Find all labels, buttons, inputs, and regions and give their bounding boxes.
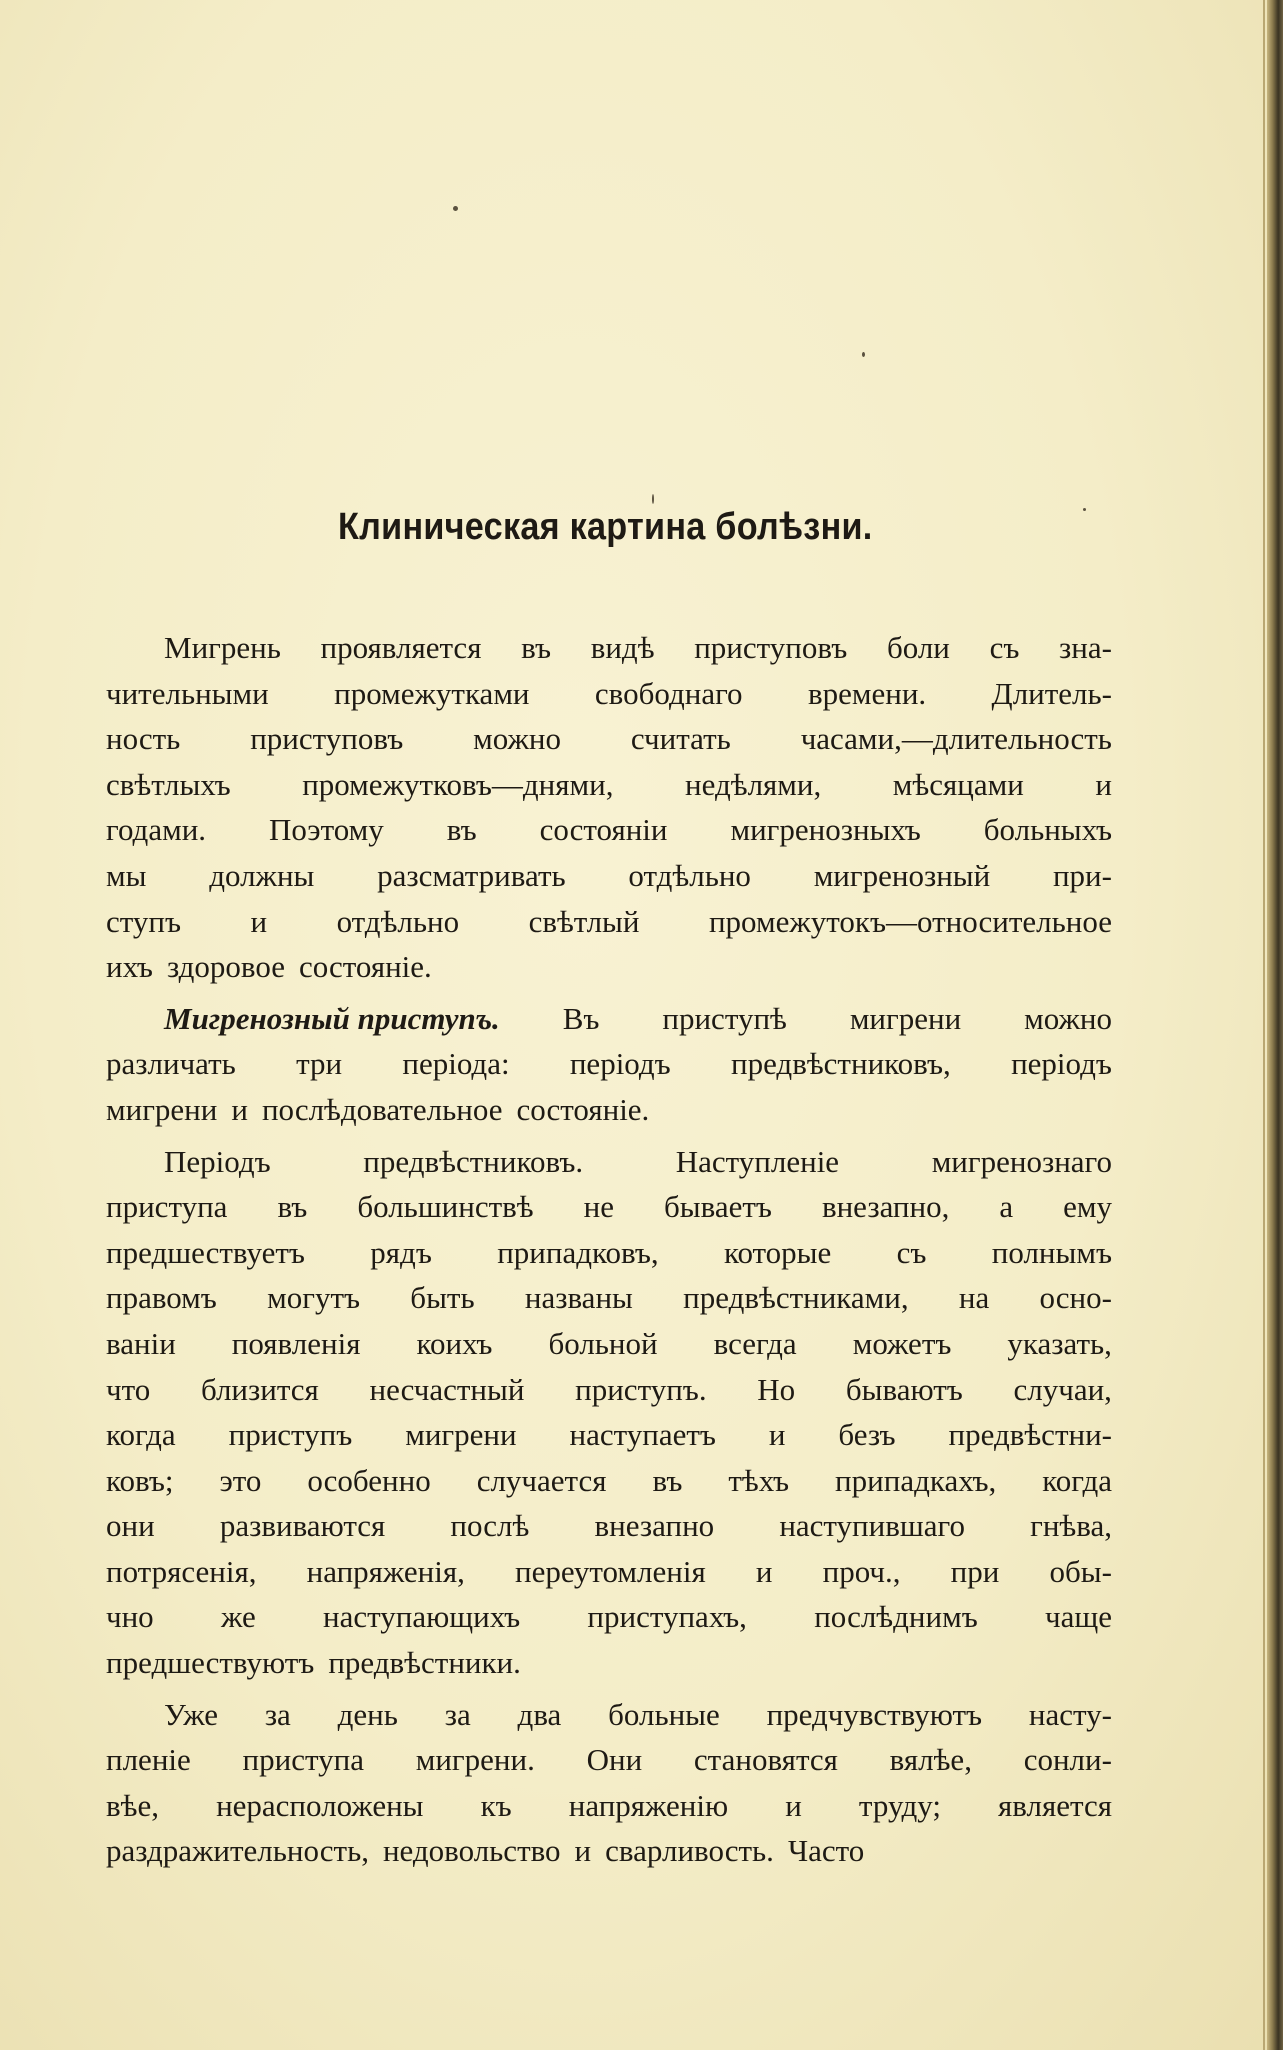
word: при [950,1553,1000,1589]
word: къ [480,1787,512,1823]
word: Въ [562,1000,600,1036]
word: приступовъ [250,721,404,757]
text-line [106,1230,1112,1276]
text-line [106,1087,1112,1133]
paragraph [106,1692,1112,1874]
word: времени. [807,675,927,711]
word: свѣтлыхъ [106,766,231,802]
paragraph [106,1139,1112,1686]
word: и [1095,766,1112,802]
word: Наступленіе [675,1143,840,1179]
paper-speck [453,206,458,211]
word: которые [723,1234,832,1270]
word: приступъ. [575,1371,707,1407]
word: мигренозный [813,857,991,893]
word: ему [1063,1189,1112,1225]
word: должны [209,857,315,893]
word: осно- [1039,1280,1112,1316]
word: въ [446,812,477,848]
word: приступъ [228,1417,353,1453]
word: три [296,1046,343,1082]
text-line [106,1692,1112,1738]
word: здоровое [166,949,285,985]
word: ковъ; [106,1462,174,1498]
text-line [106,899,1112,945]
word: является [998,1787,1112,1823]
text-line [106,1367,1112,1413]
word: различать [106,1046,236,1082]
text-line [106,1458,1112,1504]
word: наступающихъ [323,1599,521,1635]
paragraph [106,625,1112,990]
text-line [106,1594,1112,1640]
word: названы [524,1280,633,1316]
word: правомъ [106,1280,217,1316]
word: же [220,1599,256,1635]
word: два [517,1696,562,1732]
word: мигренозныхъ [730,812,921,848]
word: Часто [787,1833,865,1869]
text-line [106,944,1112,990]
word: труду; [858,1787,941,1823]
word: послѣднимъ [814,1599,978,1635]
binding-edge-line [1263,0,1265,2050]
word: ихъ [106,949,153,985]
word: не [583,1189,615,1225]
word: развиваются [219,1508,386,1544]
word: недѣлями, [685,766,822,802]
word: и [755,1553,773,1589]
word: бываютъ [845,1371,963,1407]
word: видѣ [590,630,655,665]
word: полнымъ [991,1234,1112,1270]
text-line [106,1783,1112,1829]
word: мигрени. [415,1742,535,1778]
text-line [106,1549,1112,1595]
word: напряженія, [306,1553,465,1589]
word: проч., [822,1553,901,1589]
word: приступа [106,1189,228,1225]
text-line [106,1640,1112,1686]
word: больныхъ [983,812,1112,848]
word: и [785,1787,802,1823]
word: можетъ [852,1325,952,1361]
word: предвѣстниковъ. [363,1143,584,1179]
text-line [106,996,1112,1042]
word: бываетъ [664,1189,772,1225]
word: обы- [1049,1553,1112,1589]
text-line [106,1321,1112,1367]
word: когда [106,1417,176,1453]
word: въ [521,630,552,665]
word: день [337,1696,398,1732]
word: ность [106,721,181,757]
word: можно [473,721,562,757]
text-line [106,716,1112,762]
word: зна- [1059,630,1112,665]
word: нерасположены [216,1787,424,1823]
word: вялѣе, [889,1742,972,1778]
word: разсматривать [377,857,566,893]
word: состояніе. [298,949,432,985]
word: они [106,1508,155,1544]
text-line [106,1412,1112,1458]
word: приступѣ [662,1000,787,1036]
paper-speck [652,494,654,504]
text-line [106,1503,1112,1549]
word: предшествуетъ [106,1234,305,1270]
word: могутъ [267,1280,361,1316]
word: напряженію [568,1787,729,1823]
word: внезапно [594,1508,715,1544]
word: и [231,1091,248,1127]
word: и [768,1417,786,1453]
word: указать, [1007,1325,1112,1361]
word: сварливость. [605,1833,774,1869]
word: мигрени [106,1091,218,1127]
section-heading: Клиническая картина болѣзни. [338,506,873,548]
word: періодъ [569,1046,671,1082]
word: состояніи [539,812,668,848]
word: періода: [402,1046,510,1082]
word: Но [757,1371,796,1407]
word: всегда [713,1325,797,1361]
text-line [106,853,1112,899]
word: близится [200,1371,319,1407]
word: наступаетъ [569,1417,716,1453]
word: годами. [106,812,207,848]
word: проявляется [320,630,482,665]
word: боли [886,630,950,665]
text-line [106,1041,1112,1087]
word: свободнаго [594,675,743,711]
word: чно [106,1599,154,1635]
word: послѣдовательное [261,1091,503,1127]
word: рядъ [370,1234,432,1270]
word: промежутокъ—относительное [708,903,1112,939]
word: случаи, [1013,1371,1112,1407]
text-line [106,762,1112,808]
word: что [106,1371,151,1407]
word: а [999,1189,1014,1225]
word: больной [548,1325,658,1361]
word: безъ [838,1417,896,1453]
text-line [106,671,1112,717]
word: предчувствуютъ [766,1696,983,1732]
text-line [106,1828,1112,1874]
word: въ [277,1189,308,1225]
word: при- [1052,857,1112,893]
word: больные [608,1696,720,1732]
word: Періодъ [164,1143,271,1179]
word: несчастный [369,1371,525,1407]
text-line [106,807,1112,853]
word: переутомленія [515,1553,706,1589]
word: промежутковъ—днями, [302,766,614,802]
word: промежутками [334,675,530,711]
word: предвѣстниковъ, [730,1046,951,1082]
paragraph-lead: Мигренозный приступъ. [164,1000,500,1036]
word: мы [106,857,147,893]
word: коихъ [416,1325,493,1361]
word: мигренознаго [931,1143,1112,1179]
word: ступъ [106,903,182,939]
word: предвѣстниками, [683,1280,909,1316]
word: потрясенія, [106,1553,257,1589]
word: предшествуютъ [106,1645,315,1681]
word: случается [476,1462,607,1498]
word: внезапно, [821,1189,950,1225]
word: раздражительность, [106,1833,369,1869]
word: чаще [1045,1599,1112,1635]
word: вѣе, [106,1787,159,1823]
word: Мигрень [164,630,281,665]
word: это [219,1462,262,1498]
word: можно [1024,1000,1112,1036]
paper-speck [862,352,865,357]
word: приступа [242,1742,364,1778]
word: съ [989,630,1020,665]
word: и [574,1833,592,1869]
word: недовольство [382,1833,561,1869]
word: и [250,903,268,939]
binding-gutter [1267,0,1283,2050]
word: отдѣльно [628,857,751,893]
word: періодъ [1011,1046,1112,1082]
word: отдѣльно [336,903,460,939]
word: состояніе. [516,1091,650,1127]
word: часами,—длительность [800,721,1112,757]
word: появленія [231,1325,361,1361]
word: припадкахъ, [835,1462,997,1498]
word: наступившаго [779,1508,965,1544]
word: Длитель- [991,675,1112,711]
word: предвѣстники. [328,1645,521,1681]
word: гнѣва, [1030,1508,1112,1544]
word: послѣ [450,1508,530,1544]
word: становятся [693,1742,838,1778]
text-line [106,1737,1112,1783]
word: приступовъ [694,630,848,665]
word: быть [410,1280,475,1316]
text-line [106,1139,1112,1185]
word: Они [586,1742,643,1778]
word: за [444,1696,471,1732]
word: Поэтому [269,812,384,848]
word: Уже [164,1696,218,1732]
word: считать [630,721,731,757]
word: ваніи [106,1325,176,1361]
word: сонли- [1023,1742,1112,1778]
word: насту- [1028,1696,1112,1732]
word: когда [1042,1462,1112,1498]
word: мигрени [849,1000,962,1036]
body-text [106,625,1112,1874]
word: особенно [307,1462,431,1498]
word: чительными [106,675,269,711]
word: приступахъ, [587,1599,747,1635]
word: предвѣстни- [948,1417,1112,1453]
word: мѣсяцами [892,766,1024,802]
text-line [106,625,1112,671]
paragraph [106,996,1112,1133]
word: пленіе [106,1742,191,1778]
word: тѣхъ [728,1462,790,1498]
word: большинствѣ [357,1189,534,1225]
text-line [106,1184,1112,1230]
word: мигрени [405,1417,517,1453]
word: съ [896,1234,927,1270]
word: свѣтлый [528,903,640,939]
word: за [264,1696,291,1732]
text-line [106,1275,1112,1321]
word: припадковъ, [497,1234,659,1270]
word: въ [652,1462,683,1498]
word: на [958,1280,990,1316]
